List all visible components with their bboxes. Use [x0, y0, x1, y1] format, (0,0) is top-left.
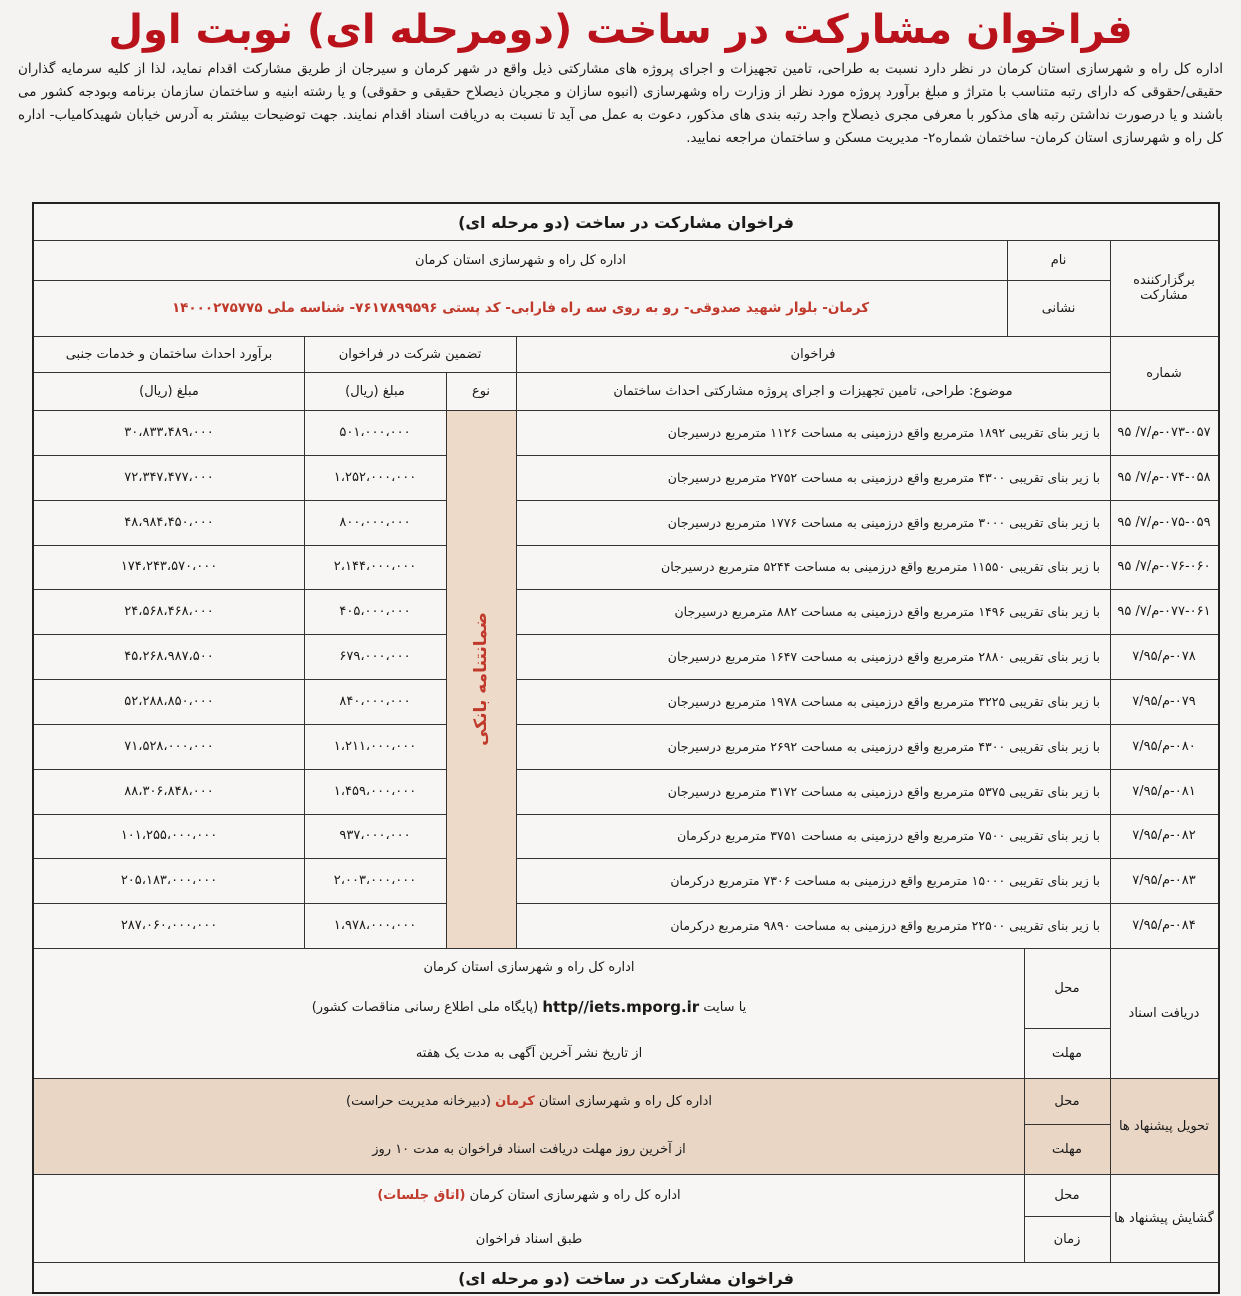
organizer-address-label: نشانی: [1041, 300, 1076, 316]
row-number: ۰۸۰-م/۷/۹۵: [1132, 738, 1196, 754]
row-guarantee-amount: ۲،۱۴۴،۰۰۰،۰۰۰: [333, 559, 417, 575]
divider: [446, 372, 447, 948]
opening-place-b: (اتاق جلسات): [377, 1187, 466, 1203]
row-description: با زیر بنای تقریبی ۲۲۵۰۰ مترمربع واقع درزمینی به مساحت ۹۸۹۰ مترمربع درکرمان: [670, 918, 1100, 934]
row-estimate-amount: ۲۸۷،۰۶۰،۰۰۰،۰۰۰: [120, 918, 218, 934]
row-estimate-amount: ۳۰،۸۳۳،۴۸۹،۰۰۰: [124, 424, 214, 440]
divider: [1110, 240, 1111, 1262]
divider: [34, 948, 1218, 949]
header-estimate-amount: مبلغ (ریال): [139, 383, 199, 399]
opening-place-a: اداره کل راه و شهرسازی استان کرمان: [469, 1187, 681, 1203]
row-divider: [516, 500, 1110, 501]
divider: [1024, 1216, 1110, 1217]
row-divider: [34, 500, 446, 501]
row-divider: [34, 455, 446, 456]
divider: [34, 1262, 1218, 1263]
row-divider: [34, 589, 446, 590]
row-guarantee-amount: ۱،۹۷۸،۰۰۰،۰۰۰: [333, 918, 417, 934]
row-estimate-amount: ۸۸،۳۰۶،۸۴۸،۰۰۰: [124, 783, 214, 799]
row-description: با زیر بنای تقریبی ۳۲۲۵ مترمربع واقع درزمینی به مساحت ۱۹۷۸ مترمربع درسیرجان: [667, 693, 1100, 709]
row-guarantee-amount: ۹۳۷،۰۰۰،۰۰۰: [339, 828, 411, 844]
guarantee-type-cell: [446, 410, 516, 948]
row-divider: [34, 634, 446, 635]
row-description: با زیر بنای تقریبی ۱۱۵۵۰ مترمربع واقع درزمینی به مساحت ۵۲۴۴ مترمربع درسیرجان: [661, 559, 1100, 575]
row-description: با زیر بنای تقریبی ۷۵۰۰ مترمربع واقع درزمینی به مساحت ۳۷۵۱ مترمربع درکرمان: [677, 828, 1100, 844]
row-description: با زیر بنای تقریبی ۱۵۰۰۰ مترمربع واقع درزمینی به مساحت ۷۳۰۶ مترمربع درکرمان: [670, 873, 1100, 889]
row-guarantee-amount: ۴۰۵،۰۰۰،۰۰۰: [339, 604, 411, 620]
docs-place-or: یا سایت: [703, 999, 747, 1015]
row-number: ۰۸۴-م/۷/۹۵: [1132, 918, 1196, 934]
submit-place-a: اداره کل راه و شهرسازی استان: [538, 1093, 712, 1109]
row-divider: [1110, 679, 1218, 680]
submit-place: [34, 1078, 1024, 1124]
row-guarantee-amount: ۶۷۹،۰۰۰،۰۰۰: [339, 649, 411, 665]
notice-table: [32, 202, 1220, 1294]
row-number: ۰۷۴-۰۵۸-م/۷/ ۹۵: [1117, 469, 1211, 485]
row-estimate-amount: ۲۴،۵۶۸،۴۶۸،۰۰۰: [124, 604, 214, 620]
row-divider: [1110, 634, 1218, 635]
row-number: ۰۷۸-م/۷/۹۵: [1132, 649, 1196, 665]
row-guarantee-amount: ۸۰۰،۰۰۰،۰۰۰: [339, 514, 411, 530]
row-description: با زیر بنای تقریبی ۱۴۹۶ مترمربع واقع درزمینی به مساحت ۸۸۲ مترمربع درسیرجان: [674, 604, 1100, 620]
divider: [304, 336, 305, 948]
divider: [1007, 240, 1008, 336]
divider: [1024, 1124, 1110, 1125]
row-description: با زیر بنای تقریبی ۵۳۷۵ مترمربع واقع درزمینی به مساحت ۳۱۷۲ مترمربع درسیرجان: [667, 783, 1100, 799]
row-divider: [516, 589, 1110, 590]
row-number: ۰۸۲-م/۷/۹۵: [1132, 828, 1196, 844]
header-subject: موضوع: طراحی، تامین تجهیزات و اجرای پروژه مشارکتی احداث ساختمان: [613, 383, 1013, 399]
docs-place-label: محل: [1054, 980, 1080, 996]
row-divider: [516, 634, 1110, 635]
submit-deadline-label: مهلت: [1051, 1141, 1083, 1157]
submit-place-b: (دبیرخانه مدیریت حراست): [346, 1093, 491, 1109]
row-estimate-amount: ۲۰۵،۱۸۳،۰۰۰،۰۰۰: [120, 873, 218, 889]
row-number: ۰۸۳-م/۷/۹۵: [1132, 873, 1196, 889]
divider: [1024, 948, 1025, 1262]
row-number: ۰۷۹-م/۷/۹۵: [1132, 693, 1196, 709]
row-description: با زیر بنای تقریبی ۳۰۰۰ مترمربع واقع درزمینی به مساحت ۱۷۷۶ مترمربع درسیرجان: [667, 514, 1100, 530]
row-divider: [516, 724, 1110, 725]
organizer-label: برگزارکننده مشارکت: [1133, 273, 1195, 303]
organizer-name-label: نام: [1050, 252, 1067, 268]
row-number: ۰۷۶-۰۶۰-م/۷/ ۹۵: [1117, 559, 1211, 575]
row-estimate-amount: ۱۷۴،۲۴۳،۵۷۰،۰۰۰: [120, 559, 218, 575]
docs-deadline-label: مهلت: [1051, 1045, 1083, 1061]
row-divider: [1110, 724, 1218, 725]
row-guarantee-amount: ۵۰۱،۰۰۰،۰۰۰: [339, 424, 411, 440]
row-estimate-amount: ۴۸،۹۸۴،۴۵۰،۰۰۰: [124, 514, 214, 530]
page-title: فراخوان مشارکت در ساخت (دومرحله ای) نوبت اول: [108, 7, 1133, 53]
row-divider: [34, 545, 446, 546]
divider: [34, 1078, 1218, 1079]
row-divider: [516, 679, 1110, 680]
header-estimate: برآورد احداث ساختمان و خدمات جنبی: [65, 346, 273, 362]
docs-place-line2: [34, 986, 1024, 1028]
row-divider: [516, 545, 1110, 546]
opening-place: [34, 1174, 1024, 1216]
divider: [34, 240, 1218, 241]
submit-place-city: کرمان: [495, 1093, 535, 1109]
header-type: نوع: [471, 383, 491, 399]
box-title: فراخوان مشارکت در ساخت (دو مرحله ای): [458, 212, 794, 232]
row-estimate-amount: ۷۱،۵۲۸،۰۰۰،۰۰۰: [124, 738, 214, 754]
row-description: با زیر بنای تقریبی ۴۳۰۰ مترمربع واقع درزمینی به مساحت ۲۷۵۲ مترمربع درسیرجان: [667, 469, 1100, 485]
row-divider: [1110, 769, 1218, 770]
row-description: با زیر بنای تقریبی ۴۳۰۰ مترمربع واقع درزمینی به مساحت ۲۶۹۲ مترمربع درسیرجان: [667, 738, 1100, 754]
submit-label: تحویل پیشنهاد ها: [1118, 1118, 1210, 1134]
row-estimate-amount: ۴۵،۲۶۸،۹۸۷،۵۰۰: [124, 649, 214, 665]
row-divider: [516, 858, 1110, 859]
row-divider: [516, 903, 1110, 904]
header-guarantee: تضمین شرکت در فراخوان: [338, 346, 482, 362]
row-divider: [34, 903, 446, 904]
docs-place-note: (پایگاه ملی اطلاع رسانی مناقصات کشور): [311, 999, 539, 1015]
row-divider: [1110, 858, 1218, 859]
row-divider: [34, 858, 446, 859]
divider: [34, 336, 1218, 337]
opening-label: گشایش پیشنهاد ها: [1114, 1210, 1214, 1226]
organizer-name: اداره کل راه و شهرسازی استان کرمان: [414, 252, 627, 268]
row-estimate-amount: ۵۲،۲۸۸،۸۵۰،۰۰۰: [124, 693, 214, 709]
row-number: ۰۸۱-م/۷/۹۵: [1132, 783, 1196, 799]
row-divider: [516, 814, 1110, 815]
row-number: ۰۷۵-۰۵۹-م/۷/ ۹۵: [1117, 514, 1211, 530]
row-divider: [516, 769, 1110, 770]
row-divider: [1110, 589, 1218, 590]
row-estimate-amount: ۷۲،۳۴۷،۴۷۷،۰۰۰: [124, 469, 214, 485]
row-guarantee-amount: ۱،۲۱۱،۰۰۰،۰۰۰: [333, 738, 417, 754]
intro-paragraph: اداره کل راه و شهرسازی استان کرمان در نظر دارد نسبت به طراحی، تامین تجهیزات و اجرای پروژه های مشارکتی ذیل واقع در شهر کرمان و سیرجان از طریق مشارکت اقدام نماید، لذا از کلیه سرمایه گذاران حقیقی/حقوقی که دارای رتبه متناسب با متراژ و مبلغ برآورد پروژه مورد نظر از وزارت راه وشهرسازی (انبوه سازان و مجریان ذیصلاح حقیقی و حقوقی) و یا رشته ابنیه و ساختمان سازمان برنامه وبودجه کشور می باشند و یا درصورت نداشتن رتبه های مذکور با معرفی مجری ذیصلاح واجد رتبه بندی های مذکور، دعوت به عمل می آید تا نسبت به دریافت اسناد اقدام نمایند. جهت توضیحات بیشتر به آدرس خیابان شهیدکامیاب- اداره کل راه و شهرسازی استان کرمان- ساختمان شماره۲- مدیریت مسکن و ساختمان مراجعه نمایید.: [18, 61, 1223, 146]
row-divider: [34, 814, 446, 815]
row-guarantee-amount: ۲،۰۰۳،۰۰۰،۰۰۰: [333, 873, 417, 889]
row-estimate-amount: ۱۰۱،۲۵۵،۰۰۰،۰۰۰: [120, 828, 218, 844]
row-divider: [34, 769, 446, 770]
row-guarantee-amount: ۱،۲۵۲،۰۰۰،۰۰۰: [333, 469, 417, 485]
divider: [34, 410, 1218, 411]
row-divider: [1110, 903, 1218, 904]
docs-label: دریافت اسناد: [1128, 1005, 1200, 1021]
divider: [516, 336, 517, 948]
submit-place-label: محل: [1054, 1093, 1080, 1109]
divider: [1024, 1028, 1110, 1029]
footer-title: فراخوان مشارکت در ساخت (دو مرحله ای): [458, 1269, 794, 1288]
docs-place-line1: اداره کل راه و شهرسازی استان کرمان: [423, 959, 635, 975]
header-number: شماره: [1146, 365, 1182, 381]
header-amount: مبلغ (ریال): [345, 383, 405, 399]
opening-time: طبق اسناد فراخوان: [475, 1231, 583, 1247]
row-divider: [516, 455, 1110, 456]
row-number: ۰۷۳-۰۵۷-م/۷/ ۹۵: [1117, 424, 1211, 440]
divider: [34, 372, 1110, 373]
row-divider: [1110, 455, 1218, 456]
docs-site-link[interactable]: http//iets.mporg.ir: [542, 998, 700, 1016]
row-divider: [34, 724, 446, 725]
row-divider: [1110, 814, 1218, 815]
divider: [34, 280, 1110, 281]
divider: [34, 1174, 1218, 1175]
row-description: با زیر بنای تقریبی ۲۸۸۰ مترمربع واقع درزمینی به مساحت ۱۶۴۷ مترمربع درسیرجان: [667, 649, 1100, 665]
header-call: فراخوان: [790, 346, 836, 362]
row-description: با زیر بنای تقریبی ۱۸۹۲ مترمربع واقع درزمینی به مساحت ۱۱۲۶ مترمربع درسیرجان: [667, 424, 1100, 440]
docs-deadline: از تاریخ نشر آخرین آگهی به مدت یک هفته: [415, 1045, 643, 1061]
opening-place-label: محل: [1054, 1187, 1080, 1203]
guarantee-type: ضمانتنامه بانکی: [471, 612, 491, 746]
organizer-address: کرمان- بلوار شهید صدوقی- رو به روی سه راه فارابی- کد پستی ۷۶۱۷۸۹۹۵۹۶- شناسه ملی ۱۴۰۰۰۲۷۵۷۷۵: [171, 300, 870, 316]
row-divider: [34, 679, 446, 680]
row-divider: [1110, 545, 1218, 546]
submit-deadline: از آخرین روز مهلت دریافت اسناد فراخوان به مدت ۱۰ روز: [372, 1141, 686, 1157]
opening-time-label: زمان: [1053, 1231, 1081, 1247]
row-divider: [1110, 500, 1218, 501]
row-guarantee-amount: ۱،۴۵۹،۰۰۰،۰۰۰: [333, 783, 417, 799]
row-guarantee-amount: ۸۴۰،۰۰۰،۰۰۰: [339, 693, 411, 709]
row-number: ۰۷۷-۰۶۱-م/۷/ ۹۵: [1117, 604, 1211, 620]
